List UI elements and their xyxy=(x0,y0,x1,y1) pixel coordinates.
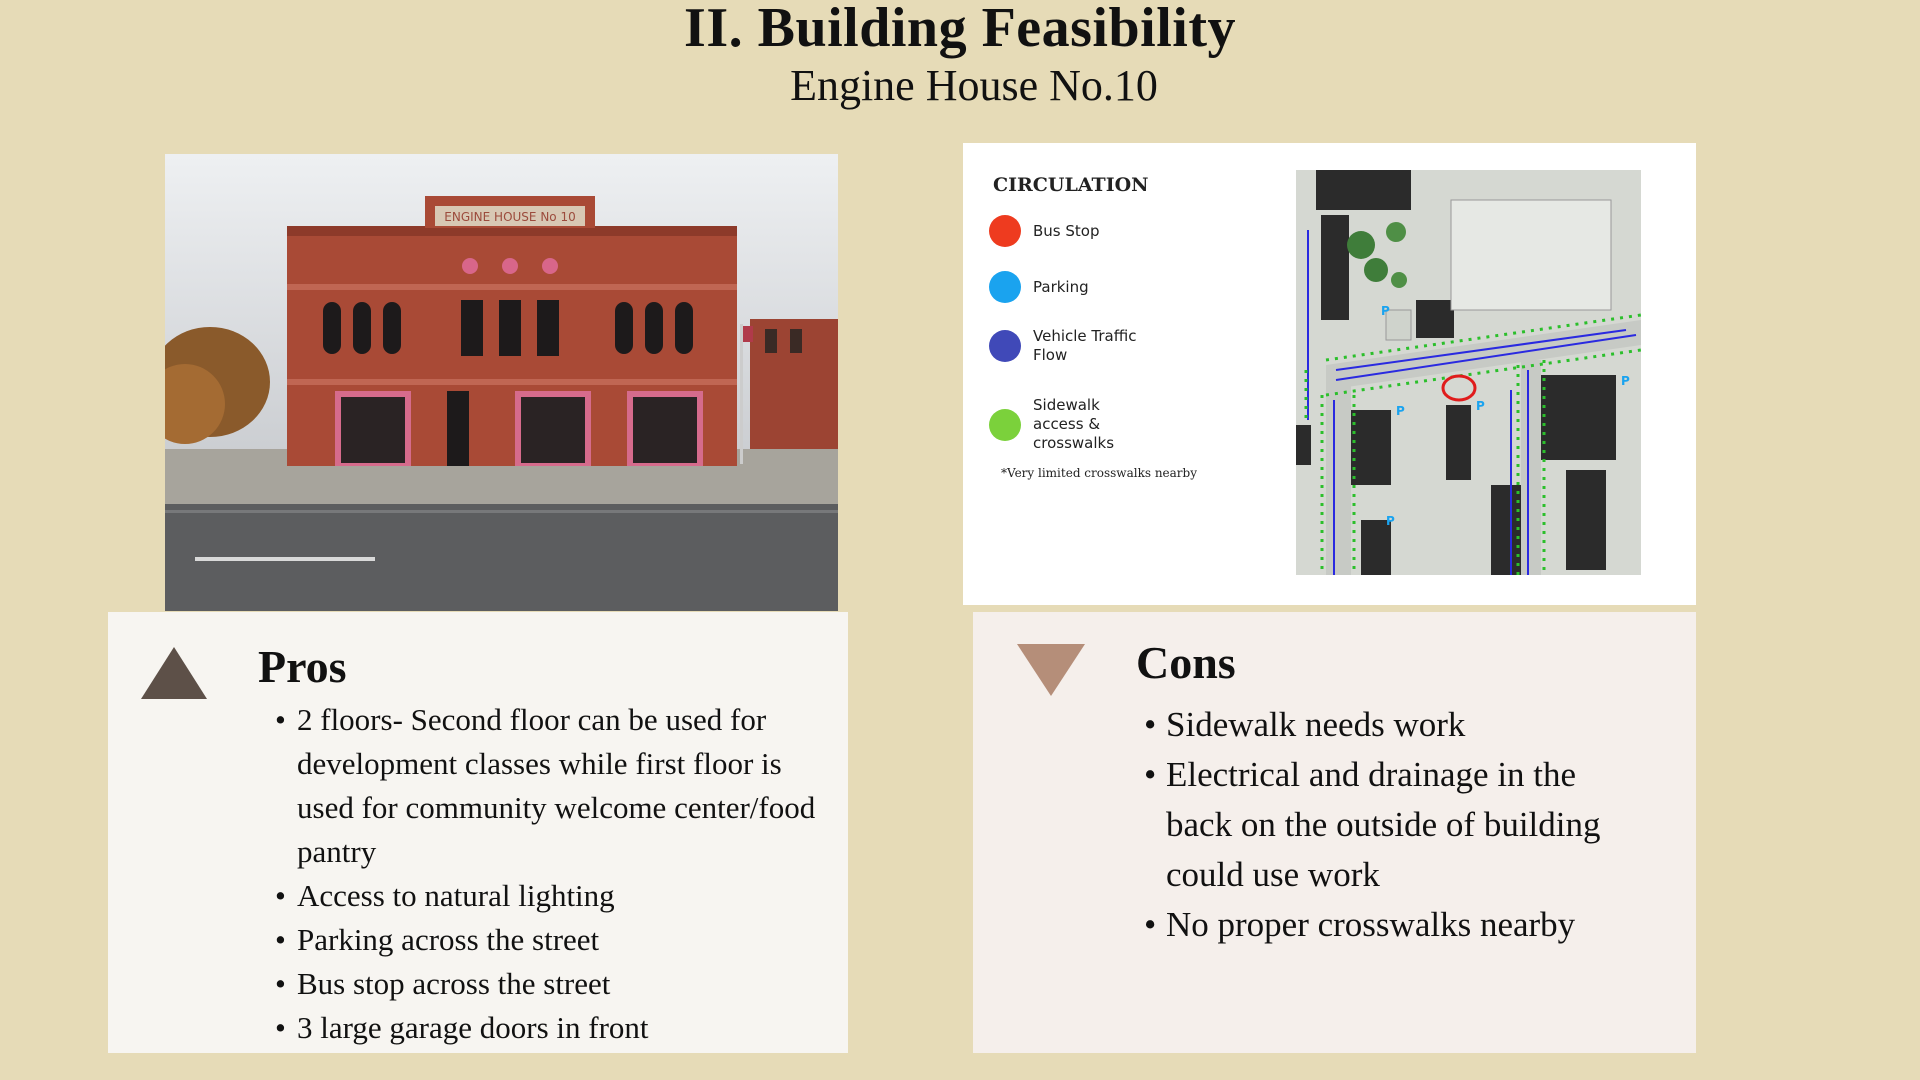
cons-panel xyxy=(973,612,1696,1053)
parking-dot-icon xyxy=(989,271,1021,303)
legend-label: Sidewalk access & crosswalks xyxy=(1033,396,1115,452)
triangle-down-icon xyxy=(1017,644,1085,696)
triangle-up-icon xyxy=(141,647,207,699)
legend-item-sidewalk xyxy=(989,396,1133,453)
list-item: • Bus stop across the street xyxy=(297,962,837,1006)
aerial-map xyxy=(1296,170,1641,575)
pros-heading: Pros xyxy=(258,641,347,692)
list-item: • Sidewalk needs work xyxy=(1166,700,1606,750)
legend-label: Bus Stop xyxy=(1033,221,1100,240)
svg-text:P: P xyxy=(1396,404,1405,418)
legend-label: Vehicle Traffic Flow xyxy=(1033,327,1137,364)
vehicle-traffic-dot-icon xyxy=(989,330,1021,362)
legend-item-parking xyxy=(989,271,1089,303)
engine-house-photo xyxy=(165,154,838,611)
page-title: II. Building Feasibility xyxy=(684,0,1236,59)
svg-text:P: P xyxy=(1386,514,1395,528)
svg-text:P: P xyxy=(1381,304,1390,318)
list-item: • Electrical and drainage in the back on the outside of building could use work xyxy=(1166,750,1606,900)
legend-label: Parking xyxy=(1033,277,1089,296)
pros-list xyxy=(297,698,837,1050)
legend-item-vehicle-traffic xyxy=(989,327,1153,365)
legend-note: *Very limited crosswalks nearby xyxy=(1001,466,1197,480)
list-item: • 3 large garage doors in front xyxy=(297,1006,837,1050)
list-item: • 2 floors- Second floor can be used for development classes while first floor is used for community welcome center/food pantry xyxy=(297,698,837,874)
page-subtitle: Engine House No.10 xyxy=(790,61,1158,110)
circulation-map-card xyxy=(963,143,1696,605)
sidewalk-dot-icon xyxy=(989,409,1021,441)
building-sign: ENGINE HOUSE No 10 xyxy=(444,210,576,224)
list-item: • No proper crosswalks nearby xyxy=(1166,900,1606,950)
pros-panel xyxy=(108,612,848,1053)
cons-list xyxy=(1166,700,1606,950)
circulation-title: CIRCULATION xyxy=(993,174,1149,196)
list-item: • Parking across the street xyxy=(297,918,837,962)
cons-heading: Cons xyxy=(1136,637,1236,688)
svg-text:P: P xyxy=(1476,399,1485,413)
bus-stop-dot-icon xyxy=(989,215,1021,247)
legend-item-bus-stop xyxy=(989,215,1099,247)
list-item: • Access to natural lighting xyxy=(297,874,837,918)
svg-text:P: P xyxy=(1621,374,1630,388)
